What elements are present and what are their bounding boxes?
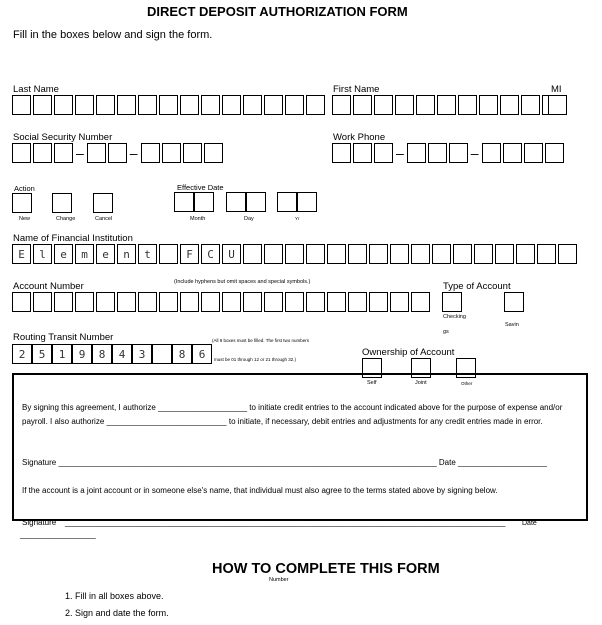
institution-boxes[interactable]	[12, 244, 577, 264]
routing-digit-box[interactable]: 3	[132, 344, 152, 364]
ssn-box[interactable]	[54, 143, 73, 163]
savings-label: Savin	[505, 322, 519, 328]
checking-checkbox[interactable]	[442, 292, 462, 312]
ssn-box[interactable]	[33, 143, 52, 163]
institution-box[interactable]: m	[75, 244, 94, 264]
institution-box[interactable]: E	[12, 244, 31, 264]
phone-box[interactable]	[428, 143, 447, 163]
account-number-box[interactable]	[201, 292, 220, 312]
routing-digit-box[interactable]: 2	[12, 344, 32, 364]
routing-digit-box[interactable]: 8	[172, 344, 192, 364]
last-name-box[interactable]	[159, 95, 178, 115]
institution-box[interactable]	[264, 244, 283, 264]
institution-box[interactable]	[411, 244, 430, 264]
routing-note-1: (All 9 boxes must be filled. The first two numbers	[212, 338, 309, 343]
mi-box[interactable]	[548, 95, 567, 115]
how-to-title: HOW TO COMPLETE THIS FORM	[212, 561, 440, 577]
work-phone-label: Work Phone	[333, 132, 386, 143]
routing-digit-box[interactable]: 6	[192, 344, 212, 364]
first-name-box[interactable]	[332, 95, 351, 115]
auth-line-2: payroll. I also authorize ___________________________ to initiate, if necessary, debit entries and adjustments for any credit entries made in error.	[22, 417, 543, 426]
routing-digit-box[interactable]: 8	[92, 344, 112, 364]
signature2-label: Signature	[22, 518, 57, 527]
ssn-box[interactable]	[87, 143, 106, 163]
account-number-box[interactable]	[54, 292, 73, 312]
last-name-box[interactable]	[33, 95, 52, 115]
institution-box[interactable]	[537, 244, 556, 264]
ownership-label: Ownership of Account	[362, 347, 455, 358]
last-name-label: Last Name	[13, 84, 59, 95]
account-number-box[interactable]	[348, 292, 367, 312]
checking-label: Checking	[443, 314, 466, 320]
account-number-box[interactable]	[327, 292, 346, 312]
mi-box[interactable]	[548, 95, 567, 115]
account-number-box[interactable]	[306, 292, 325, 312]
account-number-box[interactable]	[75, 292, 94, 312]
first-name-boxes[interactable]	[332, 95, 561, 115]
phone-box[interactable]	[353, 143, 372, 163]
step-2: 2. Sign and date the form.	[65, 608, 169, 618]
form-title: DIRECT DEPOSIT AUTHORIZATION FORM	[147, 4, 408, 19]
day-box-2[interactable]	[246, 192, 266, 212]
account-number-box[interactable]	[159, 292, 178, 312]
year-box-2[interactable]	[297, 192, 317, 212]
institution-box[interactable]: F	[180, 244, 199, 264]
institution-box[interactable]: U	[222, 244, 241, 264]
institution-box[interactable]	[159, 244, 178, 264]
last-name-box[interactable]	[201, 95, 220, 115]
year-box-1[interactable]	[277, 192, 297, 212]
institution-box[interactable]: n	[117, 244, 136, 264]
first-name-box[interactable]	[479, 95, 498, 115]
phone-box[interactable]	[407, 143, 426, 163]
first-name-box[interactable]	[521, 95, 540, 115]
ssn-label: Social Security Number	[13, 132, 113, 143]
day-box-1[interactable]	[226, 192, 246, 212]
last-name-box[interactable]	[285, 95, 304, 115]
phone-box[interactable]	[524, 143, 543, 163]
routing-digit-box[interactable]: 1	[52, 344, 72, 364]
account-number-box[interactable]	[369, 292, 388, 312]
action-cancel-checkbox[interactable]	[93, 193, 113, 213]
institution-box[interactable]	[369, 244, 388, 264]
separator-dash: –	[76, 145, 84, 161]
institution-box[interactable]	[474, 244, 493, 264]
routing-boxes[interactable]	[12, 344, 212, 364]
institution-box[interactable]: e	[96, 244, 115, 264]
institution-box[interactable]	[285, 244, 304, 264]
institution-label: Name of Financial Institution	[13, 233, 133, 244]
account-number-note: (Include hyphens but omit spaces and special symbols.)	[174, 279, 311, 285]
action-change-label: Change	[56, 216, 76, 222]
routing-digit-box[interactable]: 4	[112, 344, 132, 364]
first-name-box[interactable]	[458, 95, 477, 115]
account-number-box[interactable]	[117, 292, 136, 312]
last-name-box[interactable]	[222, 95, 241, 115]
first-name-box[interactable]	[500, 95, 519, 115]
phone-box[interactable]	[374, 143, 393, 163]
phone-box[interactable]	[503, 143, 522, 163]
institution-box[interactable]: e	[54, 244, 73, 264]
separator-dash: –	[129, 145, 138, 161]
institution-box[interactable]	[432, 244, 451, 264]
type-of-account-label: Type of Account	[443, 281, 511, 292]
savings-fragment: gs	[443, 329, 449, 335]
joint-account-note: If the account is a joint account or in someone else's name, that individual must also agree to the terms stated above by signing below.	[22, 486, 498, 495]
phone-box[interactable]	[332, 143, 351, 163]
first-name-box[interactable]	[395, 95, 414, 115]
month-box-2[interactable]	[194, 192, 214, 212]
ownership-other-label: Other	[461, 381, 473, 386]
effective-date-label: Effective Date	[177, 183, 224, 192]
last-name-box[interactable]	[264, 95, 283, 115]
phone-box[interactable]	[449, 143, 468, 163]
effective-date-boxes	[174, 192, 317, 212]
account-number-box[interactable]	[285, 292, 304, 312]
routing-digit-box[interactable]: 9	[72, 344, 92, 364]
action-boxes	[12, 193, 113, 213]
institution-box[interactable]: t	[138, 244, 157, 264]
action-change-checkbox[interactable]	[52, 193, 72, 213]
ssn-box[interactable]	[204, 143, 223, 163]
institution-box[interactable]	[243, 244, 262, 264]
year-label: Yr	[295, 216, 300, 221]
ownership-joint-label: Joint	[415, 380, 427, 386]
date2-label: Date	[522, 520, 537, 527]
last-name-boxes[interactable]	[12, 95, 325, 115]
separator-dash: –	[396, 145, 404, 161]
ownership-self-label: Self	[367, 380, 377, 386]
institution-box[interactable]	[390, 244, 409, 264]
institution-box[interactable]	[558, 244, 577, 264]
institution-box[interactable]	[348, 244, 367, 264]
last-name-box[interactable]	[12, 95, 31, 115]
last-name-box[interactable]	[180, 95, 199, 115]
institution-box[interactable]	[453, 244, 472, 264]
mi-label: MI	[551, 84, 562, 95]
routing-digit-box[interactable]	[152, 344, 172, 364]
phone-box[interactable]	[545, 143, 564, 163]
day-label: Day	[244, 216, 254, 222]
savings-checkbox[interactable]	[504, 292, 524, 312]
month-label: Month	[190, 216, 206, 222]
step-1: 1. Fill in all boxes above.	[65, 591, 164, 601]
account-number-box[interactable]	[33, 292, 52, 312]
account-number-box[interactable]	[96, 292, 115, 312]
account-number-box[interactable]	[180, 292, 199, 312]
ssn-box[interactable]	[141, 143, 160, 163]
authorization-frame	[12, 373, 588, 521]
routing-digit-box[interactable]: 5	[32, 344, 52, 364]
first-name-box[interactable]	[437, 95, 456, 115]
action-new-label: New	[19, 216, 31, 222]
first-name-box[interactable]	[353, 95, 372, 115]
action-cancel-label: Cancel	[95, 216, 113, 222]
number-label: Number	[269, 577, 289, 583]
account-number-box[interactable]	[222, 292, 241, 312]
institution-box[interactable]: l	[33, 244, 52, 264]
last-name-box[interactable]	[306, 95, 325, 115]
last-name-box[interactable]	[117, 95, 136, 115]
first-name-box[interactable]	[374, 95, 393, 115]
account-type-boxes	[442, 292, 524, 312]
first-name-box[interactable]	[416, 95, 435, 115]
account-number-box[interactable]	[243, 292, 262, 312]
ssn-box[interactable]	[12, 143, 31, 163]
last-name-box[interactable]	[96, 95, 115, 115]
ssn-boxes[interactable]	[12, 143, 223, 163]
date2-line[interactable]: _________________	[20, 530, 96, 539]
month-box-1[interactable]	[174, 192, 194, 212]
account-number-boxes[interactable]	[12, 292, 430, 312]
ssn-box[interactable]	[108, 143, 127, 163]
institution-box[interactable]	[306, 244, 325, 264]
auth-line-1: By signing this agreement, I authorize ____________________ to initiate credit entries to the account indicated above for the purpose of expense and/or	[22, 403, 563, 412]
institution-box[interactable]	[495, 244, 514, 264]
last-name-box[interactable]	[75, 95, 94, 115]
phone-box[interactable]	[482, 143, 501, 163]
separator-dash: –	[470, 145, 479, 161]
first-name-label: First Name	[333, 84, 380, 95]
account-number-box[interactable]	[264, 292, 283, 312]
form-instruction: Fill in the boxes below and sign the form.	[13, 29, 213, 41]
action-new-checkbox[interactable]	[12, 193, 32, 213]
routing-label: Routing Transit Number	[13, 332, 114, 343]
institution-box[interactable]	[327, 244, 346, 264]
work-phone-boxes[interactable]	[332, 143, 564, 163]
account-number-label: Account Number	[13, 281, 84, 292]
institution-box[interactable]	[516, 244, 535, 264]
signature2-line[interactable]: ___________________________________________________________________________________________________	[65, 518, 506, 527]
signature-line[interactable]: Signature _____________________________________________________________________________________ Date ____________________	[22, 458, 547, 467]
account-number-box[interactable]	[138, 292, 157, 312]
account-number-box[interactable]	[390, 292, 409, 312]
account-number-box[interactable]	[12, 292, 31, 312]
last-name-box[interactable]	[54, 95, 73, 115]
routing-note-2: must be 01 through 12 or 21 through 32.)	[214, 357, 297, 362]
institution-box[interactable]: C	[201, 244, 220, 264]
ssn-box[interactable]	[162, 143, 181, 163]
account-number-box[interactable]	[411, 292, 430, 312]
ssn-box[interactable]	[183, 143, 202, 163]
last-name-box[interactable]	[138, 95, 157, 115]
last-name-box[interactable]	[243, 95, 262, 115]
action-label: Action	[14, 184, 35, 193]
